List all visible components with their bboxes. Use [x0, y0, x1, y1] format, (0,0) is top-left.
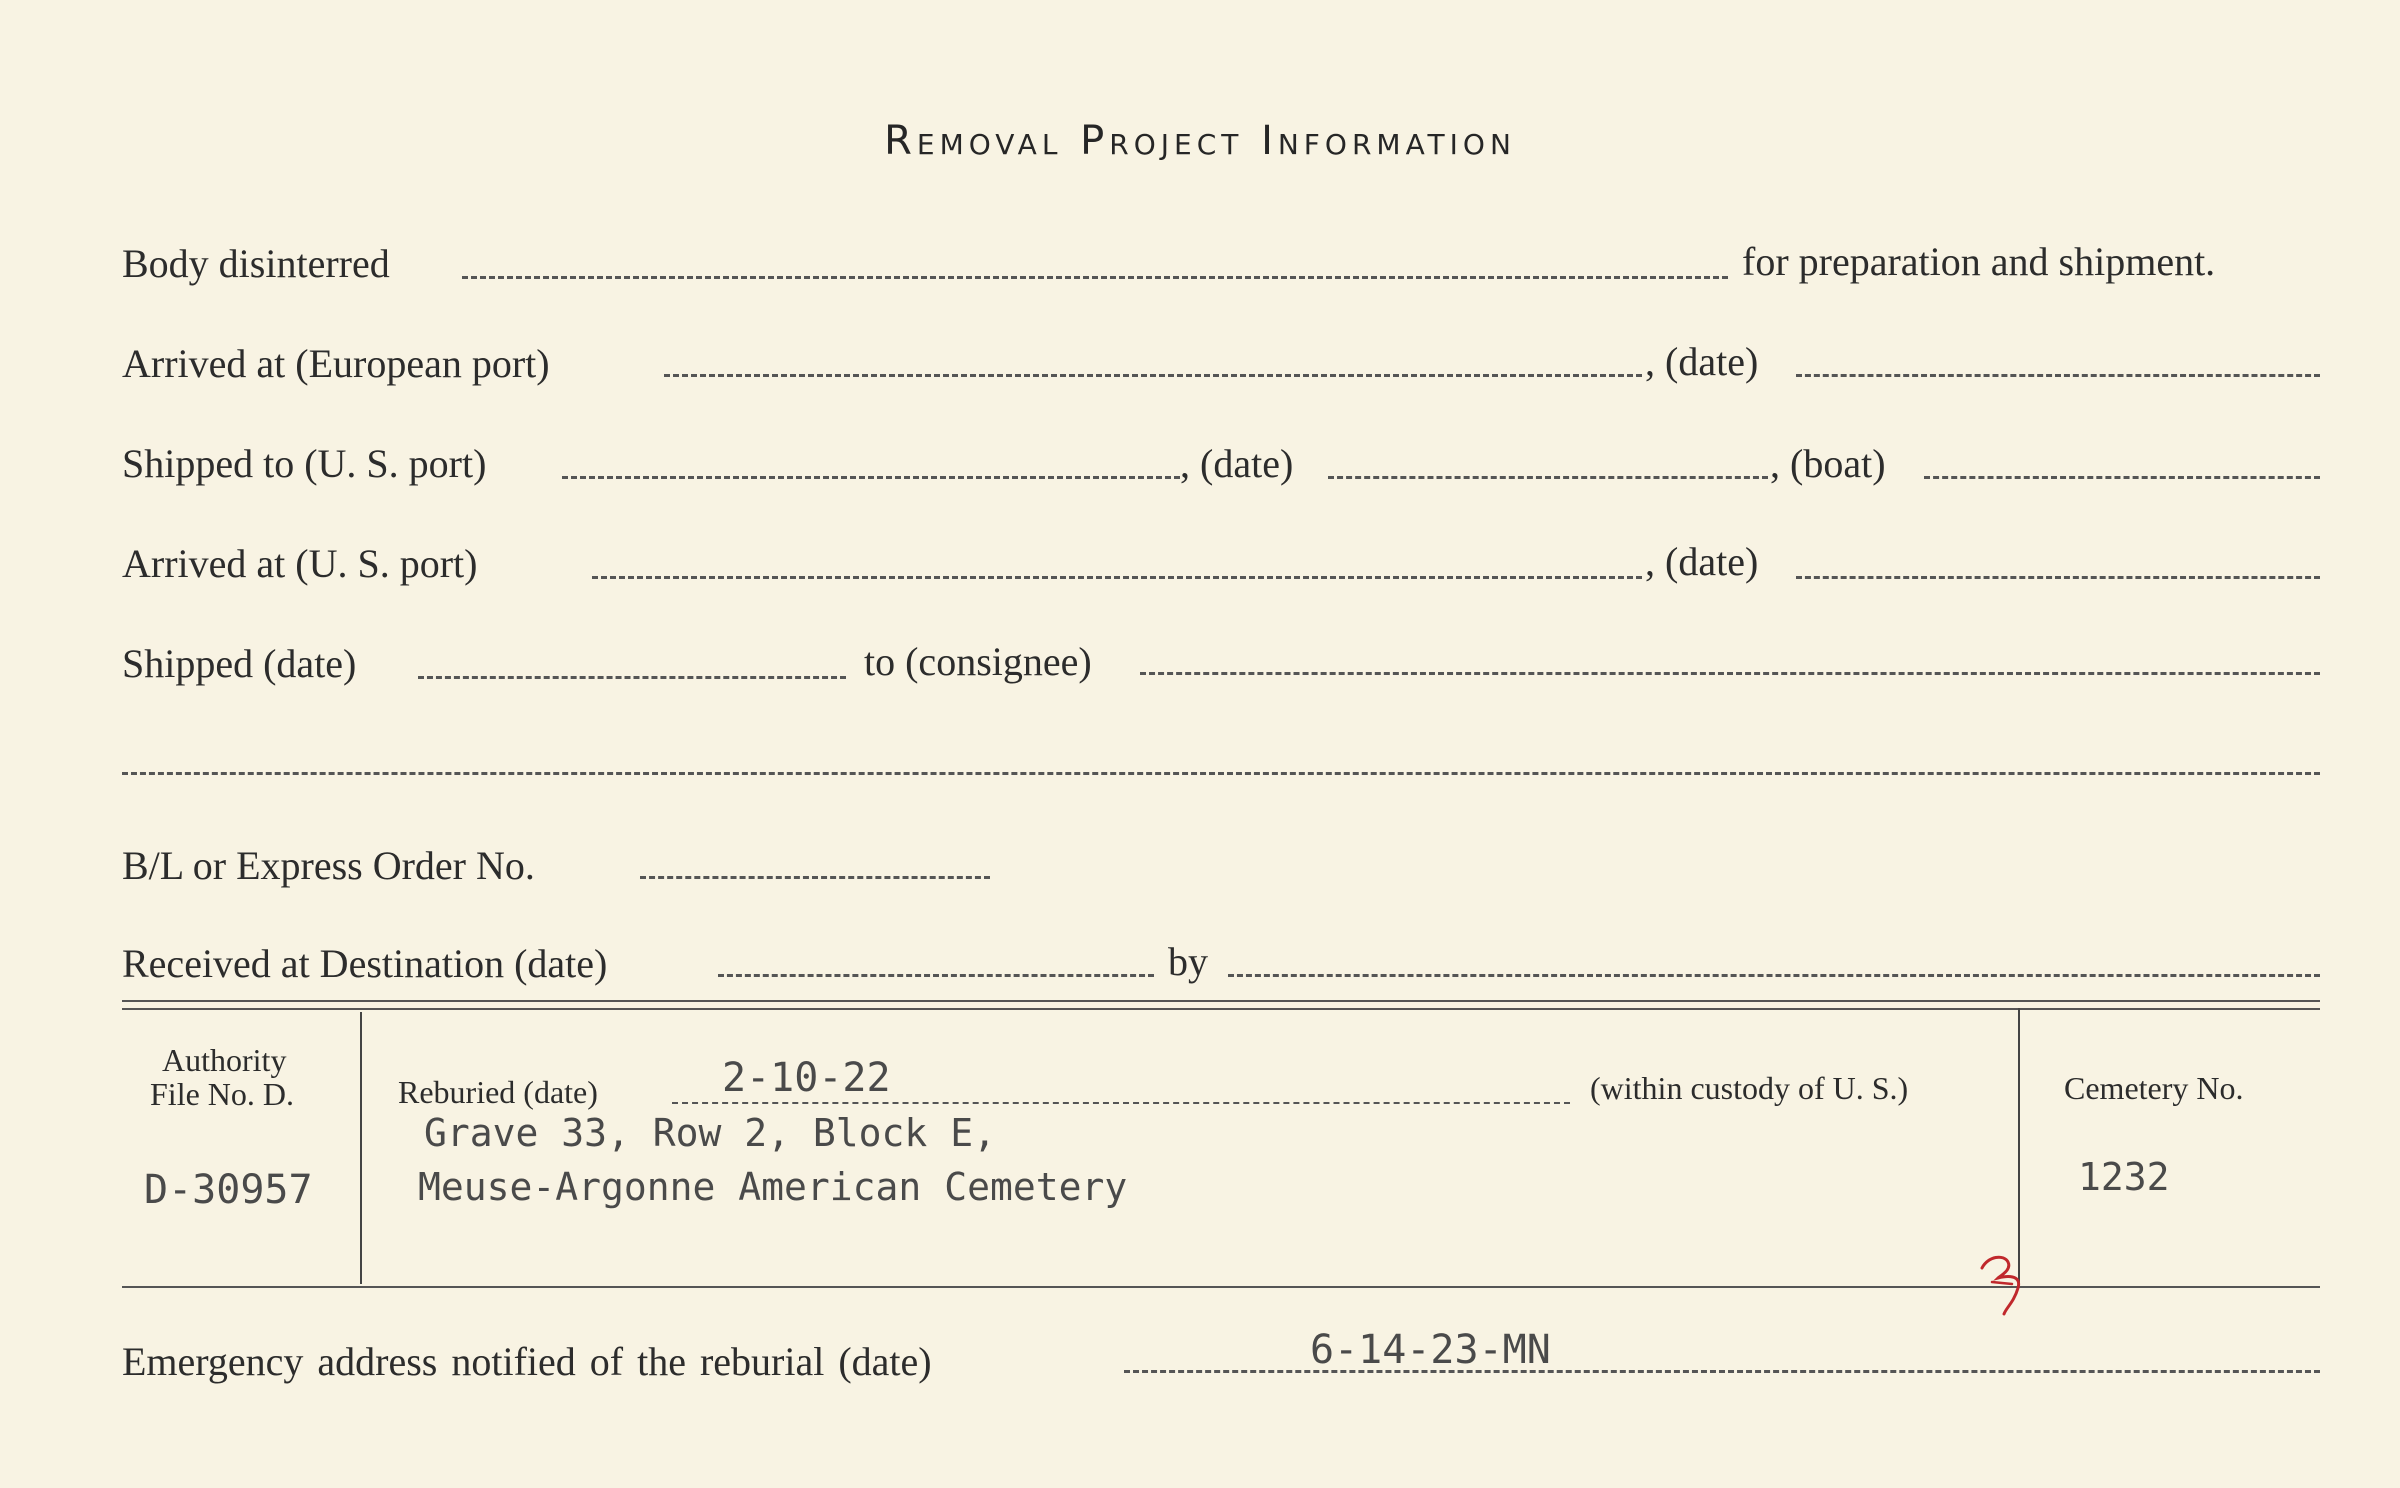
arrived-us-date-label: , (date) [1645, 539, 1759, 584]
received-destination-label: Received at Destination (date) [122, 941, 608, 986]
cemetery-no-value: 1232 [2078, 1155, 2170, 1199]
reburied-line [672, 1102, 1570, 1104]
box-divider-left [360, 1012, 362, 1284]
consignee-continuation-line [122, 772, 2320, 775]
european-date-line [1796, 374, 2320, 377]
bl-order-line [640, 876, 990, 879]
body-disinterred-line [462, 276, 1728, 279]
shipped-date-label: , (date) [1180, 441, 1294, 486]
shipped-us-port-label: Shipped to (U. S. port) [122, 441, 487, 486]
red-handwritten-mark [1978, 1248, 2038, 1318]
body-disinterred-label: Body disinterred [122, 241, 390, 286]
shipped-date-row-line [418, 676, 846, 679]
consignee-label: to (consignee) [864, 639, 1092, 684]
emergency-date-value: 6-14-23-MN [1310, 1327, 1551, 1373]
european-port-line [664, 374, 1642, 377]
box-top-rule-2 [122, 1008, 2320, 1010]
grave-location-line-1: Grave 33, Row 2, Block E, [424, 1111, 996, 1155]
reburied-date-value: 2-10-22 [722, 1055, 891, 1101]
box-divider-right [2018, 1008, 2020, 1284]
preparation-shipment-label: for preparation and shipment. [1742, 239, 2216, 284]
emergency-address-label: Emergency address notified of the reburial (date) [122, 1339, 932, 1384]
shipped-date-row-label: Shipped (date) [122, 641, 357, 686]
boat-line [1924, 476, 2320, 479]
file-no-label: File No. D. [150, 1076, 294, 1112]
shipped-date-line [1328, 476, 1768, 479]
arrived-us-port-label: Arrived at (U. S. port) [122, 541, 478, 586]
reburied-label: Reburied (date) [398, 1074, 598, 1110]
boat-label: , (boat) [1770, 441, 1886, 486]
received-by-label: by [1168, 939, 1208, 984]
emergency-date-line [1124, 1370, 2320, 1373]
cemetery-no-label: Cemetery No. [2064, 1070, 2244, 1106]
authority-label: Authority [162, 1042, 287, 1078]
received-destination-line [718, 974, 1154, 977]
received-by-line [1228, 974, 2320, 977]
grave-location-line-2: Meuse-Argonne American Cemetery [418, 1165, 1128, 1209]
box-top-rule-1 [122, 1000, 2320, 1002]
card-title: Removal Project Information [884, 118, 1516, 164]
custody-label: (within custody of U. S.) [1590, 1070, 1909, 1106]
arrived-european-port-label: Arrived at (European port) [122, 341, 550, 386]
shipped-us-port-line [562, 476, 1180, 479]
authority-file-value: D-30957 [144, 1167, 313, 1213]
european-date-label: , (date) [1645, 339, 1759, 384]
arrived-us-date-line [1796, 576, 2320, 579]
arrived-us-port-line [592, 576, 1642, 579]
bl-order-label: B/L or Express Order No. [122, 843, 535, 888]
consignee-line [1140, 672, 2320, 675]
